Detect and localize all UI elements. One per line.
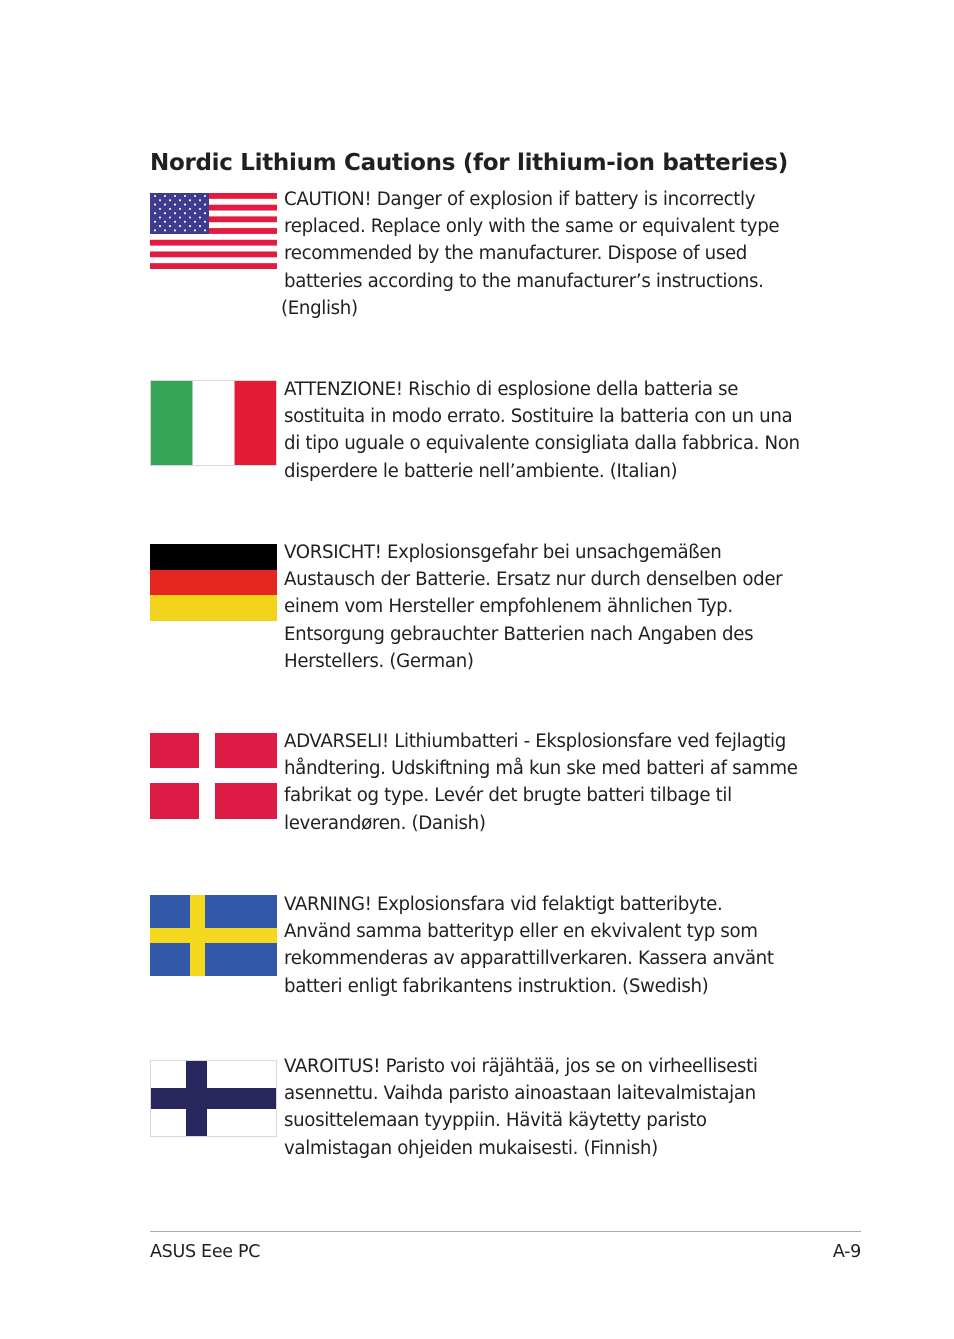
us-flag-star bbox=[194, 204, 196, 206]
us-flag-red-stripe bbox=[150, 240, 277, 246]
warning-line: (English) bbox=[281, 297, 358, 319]
germany-flag-graphic bbox=[150, 544, 277, 621]
us-flag-star bbox=[184, 212, 186, 214]
us-flag-star bbox=[189, 216, 191, 218]
us-flag-star bbox=[199, 225, 201, 227]
germany-flag-icon bbox=[150, 544, 277, 621]
us-flag-star bbox=[169, 216, 171, 218]
us-flag-star bbox=[169, 199, 171, 201]
warning-line: disperdere le batterie nell’ambiente. (Italian) bbox=[284, 460, 678, 482]
us-flag-star bbox=[169, 225, 171, 227]
us-flag-star bbox=[164, 212, 166, 214]
warning-line: asennettu. Vaihda paristo ainoastaan laitevalmistajan bbox=[284, 1083, 756, 1105]
us-flag-star bbox=[199, 208, 201, 210]
italy-flag-red bbox=[235, 380, 278, 466]
germany-flag-red bbox=[150, 570, 277, 595]
us-flag-star bbox=[159, 216, 161, 218]
finland-flag-cross-horizontal bbox=[150, 1088, 277, 1109]
warning-line: einem vom Hersteller empfohlenem ähnlichen Typ. bbox=[284, 596, 733, 618]
finland-flag-graphic bbox=[150, 1060, 277, 1137]
sweden-flag-icon bbox=[150, 895, 277, 976]
us-flag-icon bbox=[150, 193, 277, 269]
us-flag-star bbox=[164, 195, 166, 197]
us-flag-star bbox=[154, 229, 156, 231]
us-flag-star bbox=[154, 195, 156, 197]
italy-flag-green bbox=[150, 380, 193, 466]
us-flag-star bbox=[184, 195, 186, 197]
warning-text-danish bbox=[284, 728, 824, 837]
warning-line: sostituita in modo errato. Sostituire la batteria con un una bbox=[284, 406, 793, 428]
us-flag-star bbox=[199, 216, 201, 218]
warning-text-italian bbox=[284, 376, 824, 485]
us-flag-canton bbox=[150, 193, 209, 234]
us-flag-star bbox=[179, 216, 181, 218]
warning-line: Entsorgung gebrauchter Batterien nach Angaben des bbox=[284, 623, 754, 645]
warning-line: ADVARSELI! Lithiumbatteri - Eksplosionsfare ved fejlagtig bbox=[284, 731, 786, 752]
warning-line: batteries according to the manufacturer’s instructions. bbox=[284, 270, 764, 292]
warning-text-finnish bbox=[284, 1053, 824, 1162]
warning-line: Använd samma batterityp eller en ekvivalent typ som bbox=[284, 921, 758, 943]
finland-flag-icon bbox=[150, 1060, 277, 1137]
us-flag-star bbox=[189, 225, 191, 227]
germany-flag-black bbox=[150, 544, 277, 570]
warning-line: valmistagan ohjeiden mukaisesti. (Finnish) bbox=[284, 1137, 658, 1159]
sweden-flag-cross-horizontal bbox=[150, 928, 277, 943]
us-flag-star bbox=[184, 229, 186, 231]
warning-line: VARNING! Explosionsfara vid felaktigt batteribyte. bbox=[284, 894, 723, 915]
warning-line: rekommenderas av apparattillverkaren. Kassera använt bbox=[284, 948, 774, 970]
denmark-flag-icon bbox=[150, 733, 277, 819]
us-flag-star bbox=[199, 199, 201, 201]
warning-line: ATTENZIONE! Rischio di esplosione della batteria se bbox=[284, 379, 739, 400]
page-title: Nordic Lithium Cautions (for lithium-ion batteries) bbox=[150, 150, 788, 176]
warning-line: VORSICHT! Explosionsgefahr bei unsachgemäßen bbox=[284, 542, 722, 563]
us-flag-star bbox=[164, 204, 166, 206]
us-flag-star bbox=[154, 212, 156, 214]
footer-divider bbox=[150, 1231, 861, 1232]
us-flag-star bbox=[204, 229, 206, 231]
us-flag-red-stripe bbox=[150, 251, 277, 257]
us-flag-star bbox=[164, 221, 166, 223]
us-flag-star bbox=[204, 221, 206, 223]
italy-flag-white bbox=[193, 380, 235, 466]
us-flag-star bbox=[174, 221, 176, 223]
us-flag-star bbox=[154, 221, 156, 223]
us-flag-star bbox=[204, 212, 206, 214]
us-flag-star bbox=[189, 208, 191, 210]
us-flag-star bbox=[194, 195, 196, 197]
us-flag-star bbox=[159, 208, 161, 210]
warning-line: CAUTION! Danger of explosion if battery is incorrectly bbox=[284, 189, 756, 210]
warning-line: VAROITUS! Paristo voi räjähtää, jos se on virheellisesti bbox=[284, 1056, 758, 1077]
us-flag-star bbox=[169, 208, 171, 210]
warning-text-english bbox=[281, 186, 824, 322]
warning-line: leverandøren. (Danish) bbox=[284, 812, 486, 834]
denmark-flag-cross-horizontal bbox=[150, 768, 277, 783]
warning-line: fabrikat og type. Levér det brugte batteri tilbage til bbox=[284, 785, 732, 807]
italy-flag-graphic bbox=[150, 380, 277, 466]
us-flag-star bbox=[204, 204, 206, 206]
warning-line: batteri enligt fabrikantens instruktion. (Swedish) bbox=[284, 975, 709, 997]
germany-flag-gold bbox=[150, 595, 277, 621]
us-flag-graphic bbox=[150, 193, 277, 269]
warning-text-swedish bbox=[284, 891, 824, 1000]
us-flag-star bbox=[194, 229, 196, 231]
us-flag-star bbox=[179, 208, 181, 210]
warning-line: Herstellers. (German) bbox=[284, 650, 474, 672]
us-flag-star bbox=[179, 225, 181, 227]
us-flag-star bbox=[204, 195, 206, 197]
us-flag-star bbox=[159, 199, 161, 201]
footer-page-number: A-9 bbox=[832, 1242, 861, 1262]
us-flag-red-stripe bbox=[150, 263, 277, 269]
us-flag-star bbox=[184, 221, 186, 223]
us-flag-star bbox=[189, 199, 191, 201]
footer-product-name: ASUS Eee PC bbox=[150, 1242, 261, 1262]
us-flag-star bbox=[154, 204, 156, 206]
us-flag-star bbox=[194, 221, 196, 223]
sweden-flag-graphic bbox=[150, 895, 277, 976]
us-flag-star bbox=[174, 212, 176, 214]
warning-line: håndtering. Udskiftning må kun ske med batteri af samme bbox=[284, 758, 798, 780]
denmark-flag-graphic bbox=[150, 733, 277, 819]
warning-text-german bbox=[284, 539, 824, 675]
warning-line: Austausch der Batterie. Ersatz nur durch denselben oder bbox=[284, 569, 783, 591]
warning-line: suosittelemaan tyyppiin. Hävitä käytetty paristo bbox=[284, 1110, 707, 1132]
warning-line: di tipo uguale o equivalente consigliata dalla fabbrica. Non bbox=[284, 433, 800, 455]
us-flag-star bbox=[194, 212, 196, 214]
us-flag-star bbox=[174, 204, 176, 206]
us-flag-star bbox=[174, 229, 176, 231]
italy-flag-icon bbox=[150, 380, 277, 466]
warning-line: replaced. Replace only with the same or equivalent type bbox=[284, 216, 780, 238]
us-flag-star bbox=[164, 229, 166, 231]
us-flag-star bbox=[184, 204, 186, 206]
us-flag-star bbox=[174, 195, 176, 197]
us-flag-star bbox=[159, 225, 161, 227]
warning-line: recommended by the manufacturer. Dispose of used bbox=[284, 243, 747, 265]
us-flag-star bbox=[179, 199, 181, 201]
